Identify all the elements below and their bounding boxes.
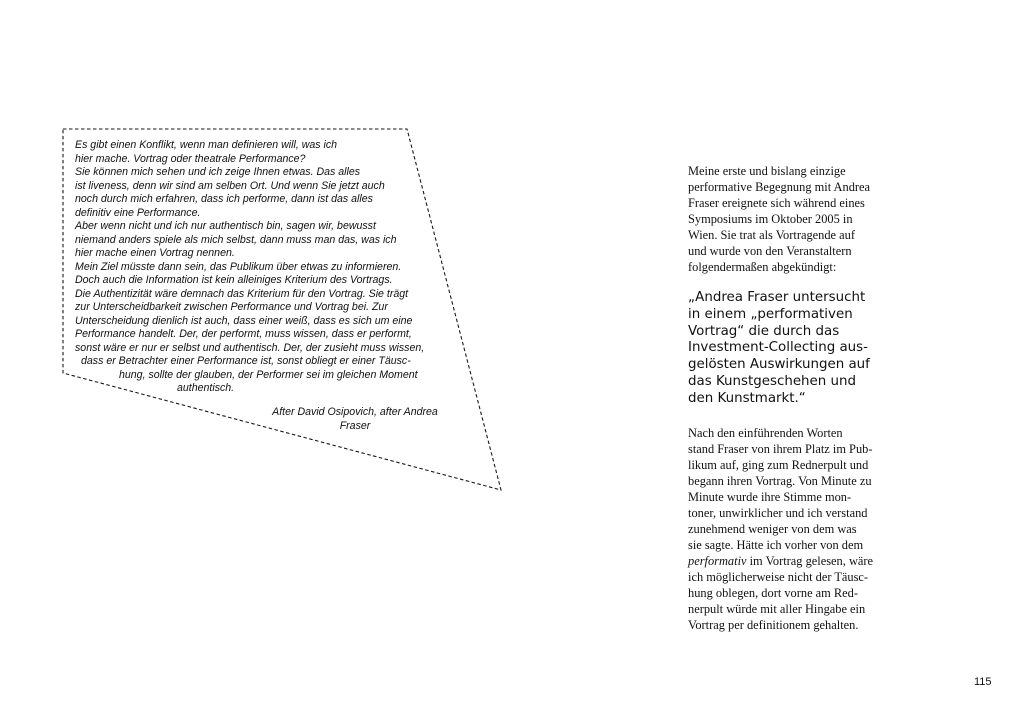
body-line: stand Fraser von ihrem Platz im Pub-: [688, 442, 873, 456]
quote-line: Mein Ziel müsste dann sein, das Publikum über etwas zu informieren.: [75, 260, 402, 273]
body-line: Nach den einführenden Worten: [688, 426, 843, 440]
body-line: sie sagte. Hätte ich vorher von dem: [688, 538, 864, 552]
announcement-line: in einem „performativen: [688, 306, 853, 322]
body-line: ich möglicherweise nicht der Täusc-: [688, 570, 869, 584]
quote-line: definitiv eine Performance.: [75, 206, 201, 219]
body-line-rest: im Vortrag gelesen, wäre: [746, 554, 874, 568]
body-line: zunehmend weniger von dem was: [688, 522, 857, 536]
body-paragraph: [688, 425, 898, 633]
quote-line: sonst wäre er nur er selbst und authentisch. Der, der zusieht muss wissen,: [75, 341, 425, 354]
body-line-with-emphasis: [688, 553, 898, 569]
intro-line: Wien. Sie trat als Vortragende auf: [688, 228, 855, 242]
body-line: Minute wurde ihre Stimme mon-: [688, 490, 852, 504]
page-number: 115: [974, 676, 992, 688]
body-line: toner, unwirklicher und ich verstand: [688, 506, 868, 520]
quote-line: authentisch.: [177, 382, 235, 394]
body-line: likum auf, ging zum Rednerpult und: [688, 458, 869, 472]
quote-line: noch durch mich erfahren, dass ich performe, dann ist das alles: [75, 193, 373, 205]
quote-line: ist liveness, denn wir sind am selben Ort. Und wenn Sie jetzt auch: [75, 179, 385, 192]
performance-quote: [75, 139, 475, 396]
body-line: begann ihren Vortrag. Von Minute zu: [688, 474, 872, 488]
quote-line: niemand anders spiele als mich selbst, dann muss man das, was ich: [75, 233, 397, 246]
intro-line: Symposiums im Oktober 2005 in: [688, 212, 853, 226]
announcement-line: „Andrea Fraser untersucht: [688, 290, 866, 305]
announcement-line: Vortrag“ die durch das: [688, 323, 840, 339]
announcement-quote: [688, 290, 908, 408]
body-line: Vortrag per definitionem gehalten.: [688, 618, 859, 632]
body-line: hung oblegen, dort vorne am Red-: [688, 586, 858, 600]
emphasis-word: performativ: [688, 554, 747, 568]
body-line: nerpult würde mit aller Hingabe ein: [688, 602, 866, 616]
quote-line: Performance handelt. Der, der performt, muss wissen, dass er performt,: [75, 328, 412, 340]
intro-line: und wurde von den Veranstaltern: [688, 244, 852, 258]
intro-line: performative Begegnung mit Andrea: [688, 180, 871, 194]
attribution-line: Fraser: [339, 420, 371, 432]
intro-line: Meine erste und bislang einzige: [688, 164, 846, 178]
quote-line: hier mache. Vortrag oder theatrale Performance?: [75, 152, 306, 165]
quote-line: zur Unterscheidbarkeit zwischen Performance und Vortrag bei. Zur: [75, 301, 388, 313]
quote-line: hung, sollte der glauben, der Performer sei im gleichen Moment: [119, 368, 418, 381]
quote-line: Aber wenn nicht und ich nur authentisch bin, sagen wir, bewusst: [75, 220, 376, 232]
intro-paragraph: [688, 163, 898, 275]
attribution-line: After David Osipovich, after Andrea: [272, 406, 438, 418]
announcement-line: Investment-Collecting aus-: [688, 340, 868, 356]
intro-line: folgendermaßen abgekündigt:: [688, 260, 837, 274]
announcement-line: das Kunstgeschehen und: [688, 373, 856, 389]
announcement-line: den Kunstmarkt.“: [688, 390, 806, 406]
quote-attribution: [250, 405, 460, 433]
intro-line: Fraser ereignete sich während eines: [688, 196, 865, 210]
quote-line: dass er Betrachter einer Performance ist, sonst obliegt er einer Täusc-: [81, 355, 411, 367]
quote-line: hier mache einen Vortrag nennen.: [75, 247, 235, 259]
quote-line: Doch auch die Information ist kein alleiniges Kriterium des Vortrags.: [75, 274, 393, 286]
announcement-line: gelösten Auswirkungen auf: [688, 357, 870, 373]
quote-line: Sie können mich sehen und ich zeige Ihnen etwas. Das alles: [75, 166, 361, 178]
quote-line: Unterscheidung dienlich ist auch, dass einer weiß, dass es sich um eine: [75, 314, 413, 327]
quote-line: Die Authentizität wäre demnach das Kriterium für den Vortrag. Sie trägt: [75, 287, 409, 300]
quote-line: Es gibt einen Konflikt, wenn man definieren will, was ich: [75, 139, 338, 151]
